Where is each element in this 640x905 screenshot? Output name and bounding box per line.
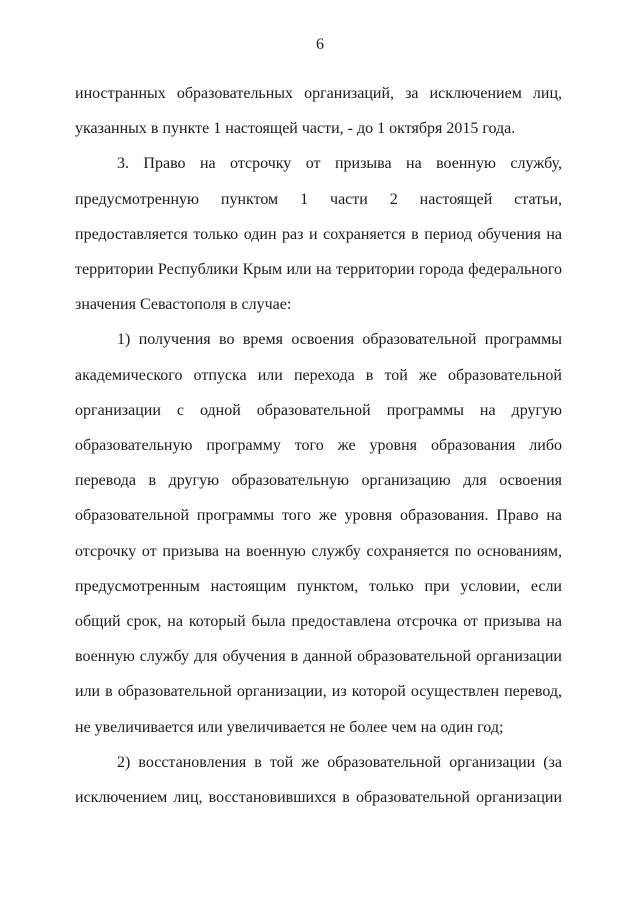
paragraph-clause-3: 3. Право на отсрочку от призыва на военную службу, предусмотренную пунктом 1 части 2 настоящей статьи, предоставляется только один раз и сохраняется в период обучения на территории Республики Крым или на территории города федерального значения Севастополя в случае: xyxy=(75,155,562,314)
paragraph-item-1: 1) получения во время освоения образовательной программы академического отпуска или перехода в той же образовательной организации с одной образовательной программы на другую образовательную программу того же уровня образования либо перевода в другую образовательную организацию для освоения образовательной программы того же уровня образования. Право на отсрочку от призыва на военную службу сохраняется по основаниям, предусмотренным настоящим пунктом, только при условии, если общий срок, на который была предоставлена отсрочка от призыва на военную службу для обучения в данной образовательной организации или в образовательной организации, из которой осуществлен перевод, не увеличивается или увеличивается не более чем на один год; xyxy=(75,331,562,736)
paragraph-item-2: 2) восстановления в той же образовательной организации (за исключением лиц, восстановившихся в образовательной организации xyxy=(75,753,562,807)
document-body xyxy=(75,76,562,815)
paragraph-continuation: иностранных образовательных организаций, за исключением лиц, указанных в пункте 1 настоящей части, - до 1 октября 2015 года. xyxy=(75,85,562,138)
page-number: 6 xyxy=(316,36,324,53)
